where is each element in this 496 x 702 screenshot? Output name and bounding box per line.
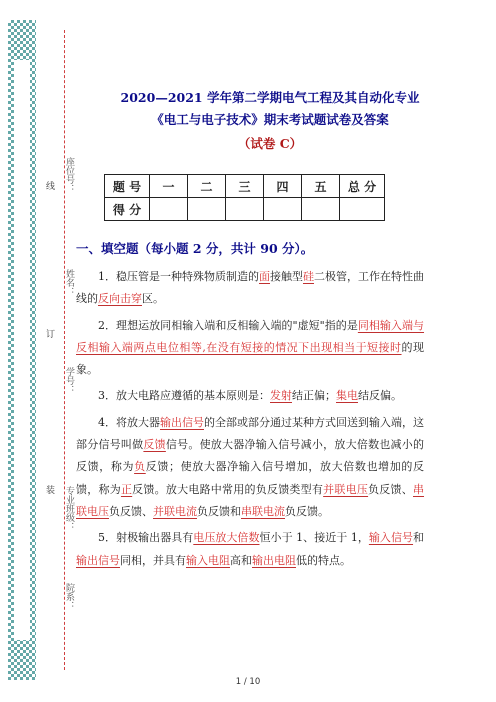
question-1 bbox=[76, 266, 424, 311]
q5-answer: 输入信号 bbox=[368, 531, 414, 545]
score-table-header-row bbox=[105, 175, 385, 198]
q4-answer: 正 bbox=[120, 482, 133, 496]
q4-answer: 反馈 bbox=[143, 438, 166, 452]
q5-answer: 输出信号 bbox=[76, 553, 120, 567]
question-5 bbox=[76, 527, 424, 572]
q4-answer: 串联电压 bbox=[76, 482, 425, 518]
line-char: 线 bbox=[44, 180, 54, 190]
q4-answer: 串联电流 bbox=[241, 504, 285, 518]
q1-answer: 硅 bbox=[303, 270, 314, 283]
score-cell[interactable] bbox=[226, 198, 264, 221]
score-header-cell: 一 bbox=[150, 175, 188, 198]
score-header-cell: 总 分 bbox=[340, 175, 385, 198]
score-row-label: 得 分 bbox=[105, 198, 150, 221]
q4-text: 反馈；使放大器净输入信号增加，放大倍数也增加的反馈，称为 bbox=[76, 460, 425, 496]
score-cell[interactable] bbox=[188, 198, 226, 221]
q5-answer: 电压放大倍数 bbox=[193, 531, 260, 545]
q2-text: 2．理想运放同相输入端和反相输入端的"虚短"指的是 bbox=[98, 318, 358, 332]
score-header-cell: 五 bbox=[302, 175, 340, 198]
score-cell[interactable] bbox=[340, 198, 385, 221]
class-label: 专业班级： bbox=[64, 485, 74, 531]
q4-answer: 并联电压 bbox=[323, 482, 369, 496]
zhuang-char: 装 bbox=[44, 484, 54, 494]
q3-text: 结正偏； bbox=[292, 389, 336, 403]
question-2 bbox=[76, 315, 424, 382]
q5-text: 同相，并具有 bbox=[120, 553, 186, 567]
q4-text: 反馈。放大电路中常用的负反馈类型有 bbox=[132, 482, 324, 496]
q3-answer: 发射 bbox=[270, 389, 292, 403]
q5-text: 5．射极输出器具有 bbox=[98, 531, 194, 545]
q5-text: 低的特点。 bbox=[296, 553, 351, 567]
q2-text: 的现象。 bbox=[76, 340, 424, 377]
section-heading: 一、填空题（每小题 2 分，共计 90 分）。 bbox=[76, 241, 314, 256]
ding-char: 订 bbox=[44, 328, 54, 338]
q1-text: 区。 bbox=[142, 292, 164, 306]
exam-title-line2: 《电工与电子技术》期末考试题试卷及答案 bbox=[151, 112, 389, 127]
score-table bbox=[104, 174, 385, 221]
score-table-score-row bbox=[105, 198, 385, 221]
q5-answer: 输出电阻 bbox=[252, 553, 296, 567]
question-4 bbox=[76, 412, 424, 523]
q3-answer: 集电 bbox=[336, 389, 358, 403]
score-header-cell: 四 bbox=[264, 175, 302, 198]
q5-answer: 输入电阻 bbox=[186, 553, 230, 567]
seat-label: 座位号： bbox=[64, 157, 74, 193]
question-list bbox=[76, 266, 424, 576]
score-cell[interactable] bbox=[264, 198, 302, 221]
college-label: 院系： bbox=[64, 582, 74, 610]
q4-text: 负反馈、 bbox=[109, 504, 153, 518]
cut-line bbox=[64, 30, 65, 670]
student-id-label: 学号： bbox=[64, 366, 74, 394]
q4-text: 的全部或部分通过某种方式回送到输入端，这部分信号叫做 bbox=[76, 415, 424, 452]
q4-answer: 并联电流 bbox=[153, 504, 197, 518]
q2-answer: 同相输入端与反相输入端两点电位相等,在没有短接的情况下出现相当于短接时 bbox=[76, 318, 425, 354]
q4-answer: 输出信号 bbox=[160, 415, 204, 429]
q4-text: 4．将放大器 bbox=[98, 415, 160, 429]
score-header-cell: 二 bbox=[188, 175, 226, 198]
q3-text: 3．放大电路应遵循的基本原则是： bbox=[98, 389, 270, 403]
score-cell[interactable] bbox=[302, 198, 340, 221]
exam-title-line1: 2020—2021 学年第二学期电气工程及其自动化专业 bbox=[120, 90, 420, 105]
q4-text: 负反馈和 bbox=[197, 504, 241, 518]
q1-text: 接触型 bbox=[270, 270, 303, 283]
q1-text: 二极管，工作在特性曲线的 bbox=[76, 270, 424, 306]
q3-text: 结反偏。 bbox=[358, 389, 402, 403]
q1-answer: 反向击穿 bbox=[98, 292, 142, 306]
q5-text: 恒小于 1、接近于 1， bbox=[259, 531, 369, 545]
q5-text: 高和 bbox=[230, 553, 252, 567]
score-cell[interactable] bbox=[150, 198, 188, 221]
binding-strip-mask bbox=[14, 60, 30, 640]
score-header-cell: 三 bbox=[226, 175, 264, 198]
q5-text: 和 bbox=[413, 531, 425, 545]
question-3 bbox=[76, 385, 424, 407]
page-number: 1 / 10 bbox=[235, 677, 261, 687]
q4-text: 负反馈。 bbox=[285, 504, 329, 518]
score-header-cell: 题 号 bbox=[105, 175, 150, 198]
q4-text: 负反馈、 bbox=[368, 482, 414, 496]
name-label: 姓名： bbox=[64, 268, 74, 296]
q1-text: 1．稳压管是一种特殊物质制造的 bbox=[98, 270, 259, 283]
q4-text: 信号。使放大器净输入信号减小，放大倍数也减小的反馈，称为 bbox=[76, 438, 425, 474]
q1-answer: 面 bbox=[259, 270, 270, 283]
exam-title-line3: （试卷 C） bbox=[237, 136, 303, 151]
q4-answer: 负 bbox=[134, 460, 146, 474]
